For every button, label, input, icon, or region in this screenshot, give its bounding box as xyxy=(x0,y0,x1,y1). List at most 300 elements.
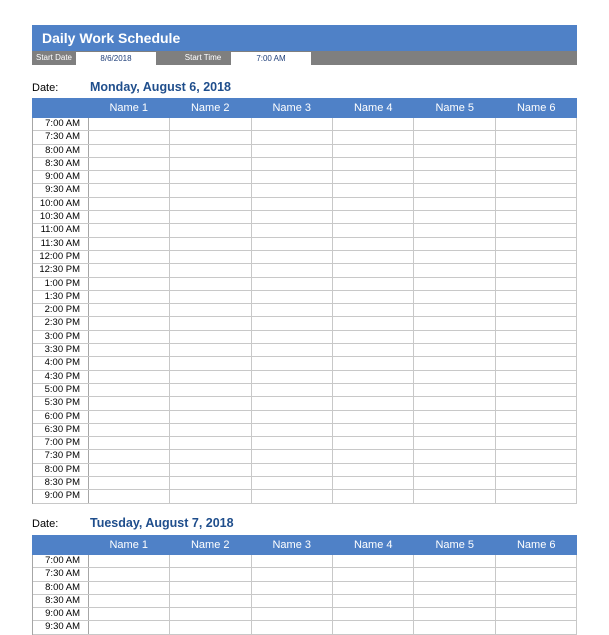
schedule-cell[interactable] xyxy=(170,477,251,489)
schedule-cell[interactable] xyxy=(89,304,170,316)
schedule-cell[interactable] xyxy=(333,490,414,502)
schedule-cell[interactable] xyxy=(414,477,495,489)
schedule-cell[interactable] xyxy=(89,464,170,476)
schedule-cell[interactable] xyxy=(333,251,414,263)
schedule-row xyxy=(33,555,577,568)
time-label: 9:00 AM xyxy=(33,608,89,620)
schedule-cell[interactable] xyxy=(170,490,251,502)
schedule-cell[interactable] xyxy=(170,171,251,183)
schedule-row xyxy=(33,608,577,621)
schedule-row xyxy=(33,304,577,317)
time-label: 5:00 PM xyxy=(33,384,89,396)
schedule-cell[interactable] xyxy=(89,344,170,356)
schedule-cell[interactable] xyxy=(252,198,333,210)
name-column-header: Name 5 xyxy=(435,539,475,551)
schedule-cell[interactable] xyxy=(170,437,251,449)
schedule-row xyxy=(33,437,577,450)
schedule-cell[interactable] xyxy=(170,211,251,223)
schedule-cell[interactable] xyxy=(252,238,333,250)
schedule-row xyxy=(33,238,577,251)
schedule-cell[interactable] xyxy=(252,304,333,316)
schedule-row xyxy=(33,371,577,384)
schedule-cell[interactable] xyxy=(496,608,577,620)
schedule-cell[interactable] xyxy=(89,490,170,502)
schedule-cell[interactable] xyxy=(414,490,495,502)
time-label: 8:00 AM xyxy=(33,145,89,157)
name-column-header: Name 1 xyxy=(109,539,149,551)
schedule-cell[interactable] xyxy=(414,291,495,303)
schedule-cell[interactable] xyxy=(333,278,414,290)
schedule-cell[interactable] xyxy=(333,344,414,356)
schedule-row xyxy=(33,291,577,304)
schedule-row xyxy=(33,171,577,184)
schedule-row xyxy=(33,224,577,237)
schedule-header xyxy=(32,98,577,118)
start-date-field[interactable]: 8/6/2018 xyxy=(76,51,156,65)
schedule-cell[interactable] xyxy=(252,118,333,130)
schedule-cell[interactable] xyxy=(333,131,414,143)
schedule-cell[interactable] xyxy=(414,198,495,210)
schedule-cell[interactable] xyxy=(414,568,495,580)
schedule-cell[interactable] xyxy=(496,171,577,183)
schedule-cell[interactable] xyxy=(414,238,495,250)
time-label: 2:30 PM xyxy=(33,317,89,329)
schedule-cell[interactable] xyxy=(333,118,414,130)
name-column-header: Name 4 xyxy=(353,539,393,551)
schedule-cell[interactable] xyxy=(414,264,495,276)
schedule-cell[interactable] xyxy=(496,424,577,436)
schedule-cell[interactable] xyxy=(252,317,333,329)
schedule-cell[interactable] xyxy=(496,224,577,236)
schedule-cell[interactable] xyxy=(252,251,333,263)
schedule-cell[interactable] xyxy=(89,371,170,383)
schedule-cell[interactable] xyxy=(89,131,170,143)
time-label: 9:30 AM xyxy=(33,184,89,196)
schedule-cell[interactable] xyxy=(252,384,333,396)
date-label: Date: xyxy=(32,82,59,94)
schedule-cell[interactable] xyxy=(414,450,495,462)
time-label: 7:30 PM xyxy=(33,450,89,462)
schedule-cell[interactable] xyxy=(170,384,251,396)
schedule-cell[interactable] xyxy=(170,184,251,196)
schedule-cell[interactable] xyxy=(414,317,495,329)
schedule-cell[interactable] xyxy=(333,145,414,157)
schedule-cell[interactable] xyxy=(333,437,414,449)
schedule-cell[interactable] xyxy=(170,158,251,170)
schedule-cell[interactable] xyxy=(89,582,170,594)
schedule-cell[interactable] xyxy=(170,118,251,130)
schedule-cell[interactable] xyxy=(170,145,251,157)
schedule-cell[interactable] xyxy=(170,344,251,356)
schedule-cell[interactable] xyxy=(333,317,414,329)
name-column-header: Name 3 xyxy=(272,102,312,114)
schedule-cell[interactable] xyxy=(414,145,495,157)
schedule-cell[interactable] xyxy=(170,264,251,276)
schedule-cell[interactable] xyxy=(89,118,170,130)
schedule-cell[interactable] xyxy=(252,411,333,423)
schedule-cell[interactable] xyxy=(89,251,170,263)
time-label: 11:00 AM xyxy=(33,224,89,236)
schedule-cell[interactable] xyxy=(414,331,495,343)
schedule-cell[interactable] xyxy=(89,357,170,369)
schedule-cell[interactable] xyxy=(414,171,495,183)
schedule-cell[interactable] xyxy=(496,357,577,369)
schedule-row xyxy=(33,317,577,330)
schedule-cell[interactable] xyxy=(89,291,170,303)
schedule-cell[interactable] xyxy=(252,371,333,383)
schedule-cell[interactable] xyxy=(333,568,414,580)
schedule-cell[interactable] xyxy=(170,198,251,210)
schedule-cell[interactable] xyxy=(170,450,251,462)
schedule-cell[interactable] xyxy=(252,595,333,607)
schedule-cell[interactable] xyxy=(333,264,414,276)
schedule-cell[interactable] xyxy=(496,238,577,250)
schedule-row xyxy=(33,158,577,171)
time-label: 1:30 PM xyxy=(33,291,89,303)
schedule-cell[interactable] xyxy=(333,184,414,196)
schedule-row xyxy=(33,450,577,463)
schedule-cell[interactable] xyxy=(170,357,251,369)
name-column-header: Name 4 xyxy=(353,102,393,114)
schedule-cell[interactable] xyxy=(496,131,577,143)
schedule-cell[interactable] xyxy=(252,608,333,620)
schedule-cell[interactable] xyxy=(333,357,414,369)
schedule-cell[interactable] xyxy=(89,555,170,567)
schedule-cell[interactable] xyxy=(89,608,170,620)
start-time-label: Start Time xyxy=(184,53,222,62)
schedule-cell[interactable] xyxy=(496,198,577,210)
schedule-cell[interactable] xyxy=(496,291,577,303)
name-column-header: Name 6 xyxy=(516,539,556,551)
schedule-cell[interactable] xyxy=(333,582,414,594)
date-label: Date: xyxy=(32,518,59,530)
schedule-cell[interactable] xyxy=(170,371,251,383)
schedule-cell[interactable] xyxy=(170,621,251,633)
schedule-cell[interactable] xyxy=(333,555,414,567)
time-label: 4:00 PM xyxy=(33,357,89,369)
schedule-cell[interactable] xyxy=(170,608,251,620)
schedule-row xyxy=(33,251,577,264)
schedule-cell[interactable] xyxy=(414,184,495,196)
schedule-cell[interactable] xyxy=(496,397,577,409)
schedule-cell[interactable] xyxy=(252,145,333,157)
schedule-cell[interactable] xyxy=(496,595,577,607)
schedule-cell[interactable] xyxy=(496,331,577,343)
schedule-row xyxy=(33,582,577,595)
schedule-cell[interactable] xyxy=(252,450,333,462)
schedule-cell[interactable] xyxy=(252,331,333,343)
schedule-table xyxy=(32,98,577,504)
schedule-cell[interactable] xyxy=(252,131,333,143)
schedule-cell[interactable] xyxy=(414,608,495,620)
schedule-cell[interactable] xyxy=(414,595,495,607)
schedule-cell[interactable] xyxy=(496,184,577,196)
time-label: 12:00 PM xyxy=(33,251,89,263)
schedule-row xyxy=(33,464,577,477)
schedule-row xyxy=(33,198,577,211)
schedule-cell[interactable] xyxy=(89,224,170,236)
schedule-cell[interactable] xyxy=(89,437,170,449)
schedule-cell[interactable] xyxy=(252,568,333,580)
schedule-cell[interactable] xyxy=(89,171,170,183)
schedule-cell[interactable] xyxy=(496,582,577,594)
schedule-cell[interactable] xyxy=(252,357,333,369)
schedule-cell[interactable] xyxy=(333,171,414,183)
schedule-cell[interactable] xyxy=(414,251,495,263)
schedule-row xyxy=(33,331,577,344)
schedule-cell[interactable] xyxy=(414,224,495,236)
schedule-cell[interactable] xyxy=(333,384,414,396)
schedule-cell[interactable] xyxy=(414,158,495,170)
schedule-cell[interactable] xyxy=(496,278,577,290)
schedule-header xyxy=(32,535,577,555)
date-value: Monday, August 6, 2018 xyxy=(90,80,232,94)
time-label: 5:30 PM xyxy=(33,397,89,409)
time-label: 3:30 PM xyxy=(33,344,89,356)
schedule-cell[interactable] xyxy=(252,344,333,356)
schedule-cell[interactable] xyxy=(89,397,170,409)
name-column-header: Name 3 xyxy=(272,539,312,551)
schedule-cell[interactable] xyxy=(170,131,251,143)
schedule-cell[interactable] xyxy=(252,171,333,183)
schedule-row xyxy=(33,621,577,634)
schedule-cell[interactable] xyxy=(252,211,333,223)
schedule-cell[interactable] xyxy=(333,450,414,462)
schedule-cell[interactable] xyxy=(496,371,577,383)
schedule-cell[interactable] xyxy=(496,568,577,580)
schedule-cell[interactable] xyxy=(170,582,251,594)
schedule-cell[interactable] xyxy=(170,251,251,263)
schedule-cell[interactable] xyxy=(89,595,170,607)
schedule-cell[interactable] xyxy=(496,264,577,276)
schedule-cell[interactable] xyxy=(496,344,577,356)
schedule-cell[interactable] xyxy=(414,582,495,594)
time-label: 11:30 AM xyxy=(33,238,89,250)
schedule-cell[interactable] xyxy=(170,555,251,567)
schedule-cell[interactable] xyxy=(252,158,333,170)
schedule-row xyxy=(33,118,577,131)
schedule-cell[interactable] xyxy=(333,158,414,170)
schedule-cell[interactable] xyxy=(170,411,251,423)
schedule-cell[interactable] xyxy=(414,118,495,130)
name-column-header: Name 2 xyxy=(190,539,230,551)
schedule-cell[interactable] xyxy=(89,450,170,462)
schedule-cell[interactable] xyxy=(496,621,577,633)
schedule-cell[interactable] xyxy=(414,131,495,143)
schedule-cell[interactable] xyxy=(496,555,577,567)
time-label: 10:00 AM xyxy=(33,198,89,210)
schedule-cell[interactable] xyxy=(496,317,577,329)
time-label: 8:00 AM xyxy=(33,582,89,594)
schedule-cell[interactable] xyxy=(414,211,495,223)
schedule-cell[interactable] xyxy=(333,211,414,223)
schedule-cell[interactable] xyxy=(89,384,170,396)
schedule-cell[interactable] xyxy=(414,384,495,396)
schedule-row xyxy=(33,397,577,410)
schedule-cell[interactable] xyxy=(496,304,577,316)
start-time-field[interactable]: 7:00 AM xyxy=(231,51,311,65)
time-label: 2:00 PM xyxy=(33,304,89,316)
schedule-cell[interactable] xyxy=(170,331,251,343)
time-label: 8:00 PM xyxy=(33,464,89,476)
time-label: 7:00 AM xyxy=(33,118,89,130)
name-column-header: Name 5 xyxy=(435,102,475,114)
schedule-cell[interactable] xyxy=(252,582,333,594)
time-label: 7:00 PM xyxy=(33,437,89,449)
schedule-cell[interactable] xyxy=(333,304,414,316)
schedule-cell[interactable] xyxy=(333,595,414,607)
schedule-row xyxy=(33,344,577,357)
schedule-cell[interactable] xyxy=(496,145,577,157)
schedule-cell[interactable] xyxy=(252,424,333,436)
schedule-cell[interactable] xyxy=(414,304,495,316)
schedule-row xyxy=(33,211,577,224)
schedule-cell[interactable] xyxy=(252,490,333,502)
time-label: 8:30 AM xyxy=(33,595,89,607)
schedule-cell[interactable] xyxy=(496,477,577,489)
schedule-cell[interactable] xyxy=(333,411,414,423)
schedule-cell[interactable] xyxy=(252,264,333,276)
schedule-cell[interactable] xyxy=(414,411,495,423)
start-date-label: Start Date xyxy=(35,53,72,62)
time-label: 9:00 PM xyxy=(33,490,89,502)
schedule-cell[interactable] xyxy=(170,278,251,290)
schedule-cell[interactable] xyxy=(170,291,251,303)
schedule-cell[interactable] xyxy=(496,118,577,130)
time-label: 7:30 AM xyxy=(33,131,89,143)
time-label: 7:30 AM xyxy=(33,568,89,580)
schedule-cell[interactable] xyxy=(89,317,170,329)
schedule-cell[interactable] xyxy=(496,464,577,476)
schedule-cell[interactable] xyxy=(89,238,170,250)
schedule-cell[interactable] xyxy=(496,450,577,462)
schedule-cell[interactable] xyxy=(89,411,170,423)
schedule-cell[interactable] xyxy=(414,424,495,436)
schedule-cell[interactable] xyxy=(170,595,251,607)
schedule-cell[interactable] xyxy=(414,621,495,633)
date-value: Tuesday, August 7, 2018 xyxy=(90,516,234,530)
schedule-cell[interactable] xyxy=(496,251,577,263)
time-label: 3:00 PM xyxy=(33,331,89,343)
schedule-cell[interactable] xyxy=(252,184,333,196)
schedule-cell[interactable] xyxy=(414,397,495,409)
schedule-row xyxy=(33,264,577,277)
schedule-cell[interactable] xyxy=(333,371,414,383)
schedule-cell[interactable] xyxy=(252,437,333,449)
schedule-cell[interactable] xyxy=(333,224,414,236)
schedule-cell[interactable] xyxy=(496,437,577,449)
schedule-row xyxy=(33,384,577,397)
schedule-cell[interactable] xyxy=(170,397,251,409)
schedule-cell[interactable] xyxy=(170,424,251,436)
schedule-cell[interactable] xyxy=(414,464,495,476)
schedule-row xyxy=(33,477,577,490)
schedule-cell[interactable] xyxy=(496,158,577,170)
schedule-cell[interactable] xyxy=(496,384,577,396)
time-label: 1:00 PM xyxy=(33,278,89,290)
time-label: 12:30 PM xyxy=(33,264,89,276)
schedule-cell[interactable] xyxy=(252,397,333,409)
schedule-cell[interactable] xyxy=(89,331,170,343)
schedule-cell[interactable] xyxy=(252,224,333,236)
schedule-cell[interactable] xyxy=(414,357,495,369)
schedule-cell[interactable] xyxy=(89,264,170,276)
time-label: 9:00 AM xyxy=(33,171,89,183)
schedule-cell[interactable] xyxy=(252,477,333,489)
schedule-cell[interactable] xyxy=(333,238,414,250)
schedule-cell[interactable] xyxy=(252,555,333,567)
schedule-row xyxy=(33,357,577,370)
schedule-cell[interactable] xyxy=(496,211,577,223)
schedule-cell[interactable] xyxy=(170,238,251,250)
schedule-cell[interactable] xyxy=(333,198,414,210)
schedule-cell[interactable] xyxy=(333,424,414,436)
schedule-cell[interactable] xyxy=(89,424,170,436)
name-column-header: Name 6 xyxy=(516,102,556,114)
schedule-cell[interactable] xyxy=(414,555,495,567)
schedule-row xyxy=(33,145,577,158)
schedule-cell[interactable] xyxy=(89,211,170,223)
info-bar xyxy=(32,51,577,65)
schedule-cell[interactable] xyxy=(252,621,333,633)
schedule-cell[interactable] xyxy=(333,291,414,303)
time-label: 8:30 AM xyxy=(33,158,89,170)
schedule-cell[interactable] xyxy=(333,621,414,633)
schedule-cell[interactable] xyxy=(89,145,170,157)
schedule-cell[interactable] xyxy=(170,464,251,476)
time-label: 4:30 PM xyxy=(33,371,89,383)
schedule-cell[interactable] xyxy=(89,278,170,290)
schedule-cell[interactable] xyxy=(333,397,414,409)
schedule-cell[interactable] xyxy=(89,568,170,580)
schedule-cell[interactable] xyxy=(170,304,251,316)
schedule-cell[interactable] xyxy=(414,371,495,383)
time-label: 9:30 AM xyxy=(33,621,89,633)
schedule-cell[interactable] xyxy=(333,331,414,343)
schedule-cell[interactable] xyxy=(89,621,170,633)
schedule-cell[interactable] xyxy=(496,411,577,423)
schedule-cell[interactable] xyxy=(414,278,495,290)
schedule-cell[interactable] xyxy=(414,437,495,449)
schedule-cell[interactable] xyxy=(89,184,170,196)
schedule-cell[interactable] xyxy=(252,291,333,303)
schedule-cell[interactable] xyxy=(89,477,170,489)
name-column-header: Name 2 xyxy=(190,102,230,114)
schedule-row xyxy=(33,278,577,291)
schedule-row xyxy=(33,184,577,197)
schedule-row xyxy=(33,424,577,437)
schedule-cell[interactable] xyxy=(496,490,577,502)
schedule-cell[interactable] xyxy=(252,278,333,290)
schedule-cell[interactable] xyxy=(89,198,170,210)
schedule-row xyxy=(33,131,577,144)
schedule-cell[interactable] xyxy=(170,317,251,329)
time-label: 7:00 AM xyxy=(33,555,89,567)
schedule-row xyxy=(33,568,577,581)
schedule-cell[interactable] xyxy=(333,464,414,476)
schedule-cell[interactable] xyxy=(252,464,333,476)
schedule-cell[interactable] xyxy=(333,608,414,620)
time-label: 8:30 PM xyxy=(33,477,89,489)
schedule-cell[interactable] xyxy=(170,568,251,580)
name-column-header: Name 1 xyxy=(109,102,149,114)
schedule-cell[interactable] xyxy=(333,477,414,489)
schedule-row xyxy=(33,411,577,424)
schedule-cell[interactable] xyxy=(89,158,170,170)
schedule-cell[interactable] xyxy=(414,344,495,356)
time-label: 10:30 AM xyxy=(33,211,89,223)
schedule-cell[interactable] xyxy=(170,224,251,236)
